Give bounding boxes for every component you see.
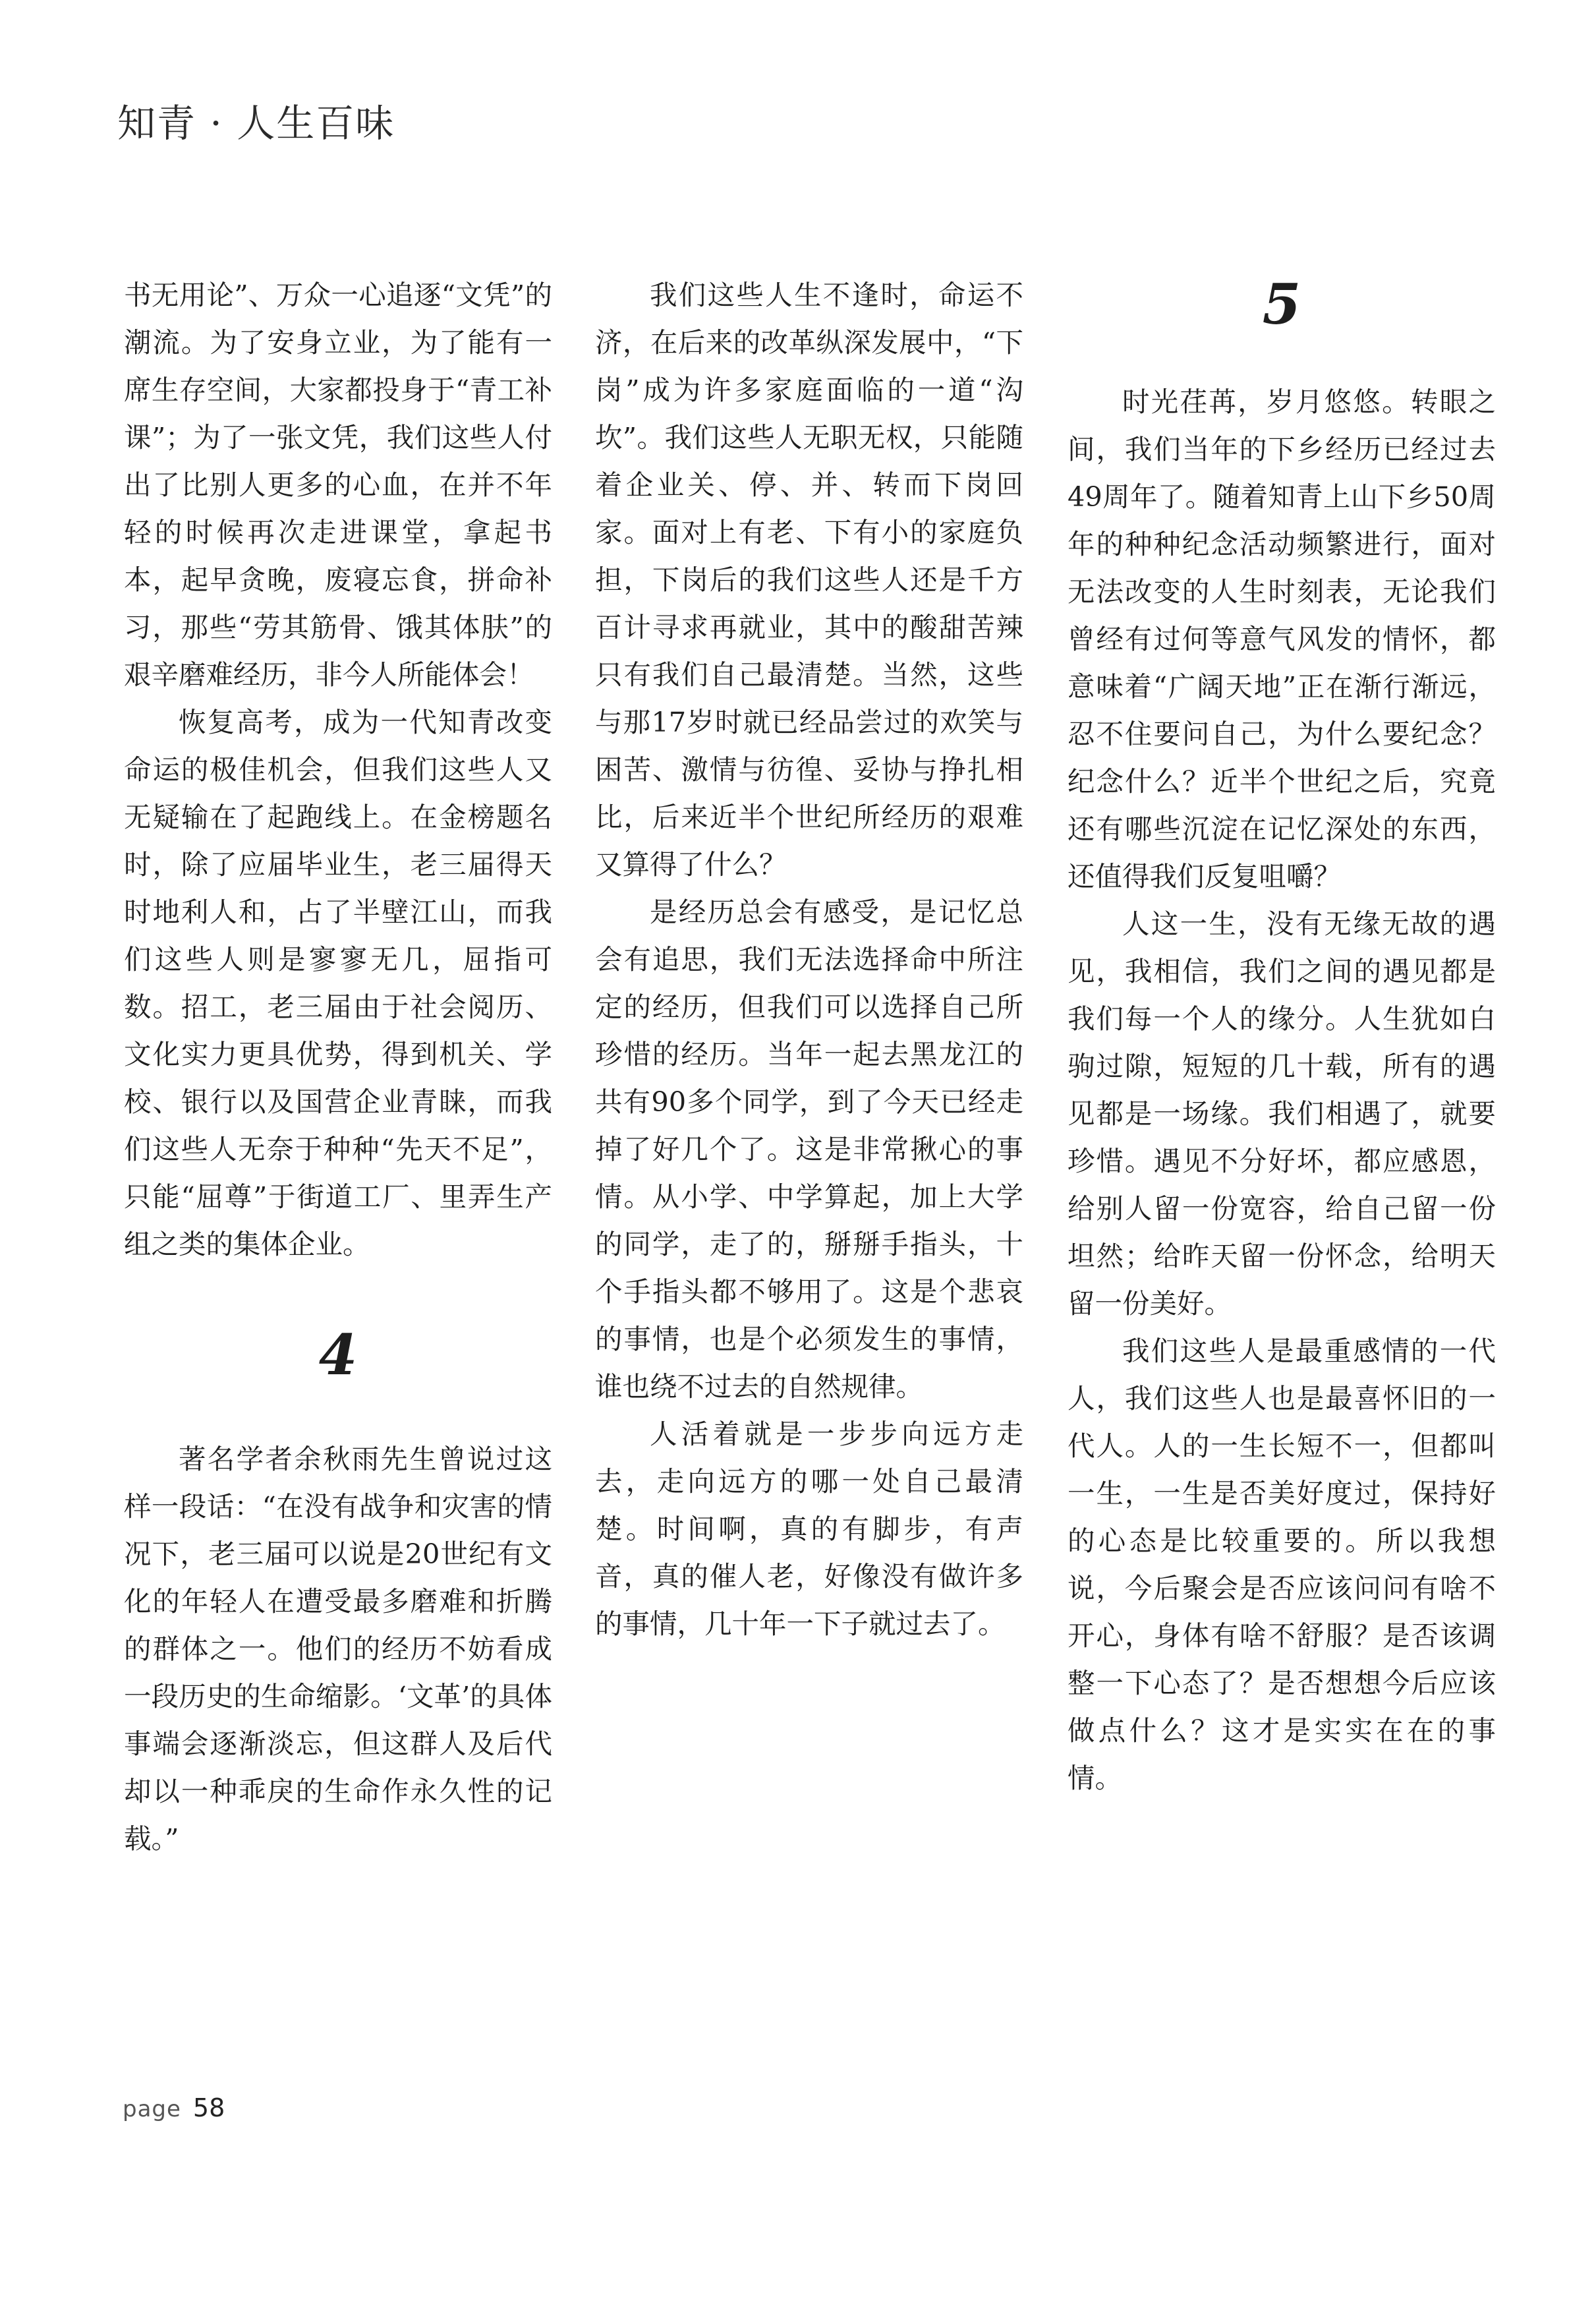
paragraph: 人这一生，没有无缘无故的遇见，我相信，我们之间的遇见都是我们每一个人的缘分。人生犹如白驹过隙，短短的几十载，所有的遇见都是一场缘。我们相遇了，就要珍惜。遇见不分好坏，都应感恩，给别人留一份宽容，给自己留一份坦然；给昨天留一份怀念，给明天留一份美好。 <box>1068 908 1496 1320</box>
paragraph: 时光荏苒，岁月悠悠。转眼之间，我们当年的下乡经历已经过去49周年了。随着知青上山下乡50周年的种种纪念活动频繁进行，面对无法改变的人生时刻表，无论我们曾经有过何等意气风发的情怀，都意味着“广阔天地”正在渐行渐远，忍不住要问自己，为什么要纪念？纪念什么？近半个世纪之后，究竟还有哪些沉淀在记忆深处的东西，还值得我们反复咀嚼？ <box>1068 386 1496 892</box>
column-2 <box>595 272 1023 1648</box>
paragraph: 我们这些人是最重感情的一代人，我们这些人也是最喜怀旧的一代人。人的一生长短不一，但都叫一生，一生是否美好度过，保持好的心态是比较重要的。所以我想说，今后聚会是否应该问问有啥不开心，身体有啥不舒服？是否该调整一下心态了？是否想想今后应该做点什么？这才是实实在在的事情。 <box>1068 1335 1496 1794</box>
paragraph: 人活着就是一步步向远方走去，走向远方的哪一处自己最清楚。时间啊，真的有脚步，有声音，真的催人老，好像没有做许多的事情，几十年一下子就过去了。 <box>595 1418 1023 1640</box>
page-number: 58 <box>192 2093 225 2122</box>
column-3 <box>1068 272 1496 1802</box>
paragraph: 著名学者余秋雨先生曾说过这样一段话：“在没有战争和灾害的情况下，老三届可以说是20世纪有文化的年轻人在遭受最多磨难和折腾的群体之一。他们的经历不妨看成一段历史的生命缩影。‘文革’的具体事端会逐渐淡忘，但这群人及后代却以一种乖戾的生命作永久性的记载。” <box>124 1443 552 1855</box>
paragraph: 是经历总会有感受，是记忆总会有追思，我们无法选择命中所注定的经历，但我们可以选择自己所珍惜的经历。当年一起去黑龙江的共有90多个同学，到了今天已经走掉了好几个了。这是非常揪心的事情。从小学、中学算起，加上大学的同学，走了的，掰掰手指头，十个手指头都不够用了。这是个悲哀的事情，也是个必须发生的事情，谁也绕不过去的自然规律。 <box>595 896 1023 1403</box>
paragraph: 恢复高考，成为一代知青改变命运的极佳机会，但我们这些人又无疑输在了起跑线上。在金榜题名时，除了应届毕业生，老三届得天时地利人和，占了半壁江山，而我们这些人则是寥寥无几，屈指可数。招工，老三届由于社会阅历、文化实力更具优势，得到机关、学校、银行以及国营企业青睐，而我们这些人无奈于种种“先天不足”，只能“屈尊”于街道工厂、里弄生产组之类的集体企业。 <box>124 706 552 1260</box>
section-number: 4 <box>318 1322 358 1387</box>
section-header: 知青 · 人生百味 <box>117 101 395 146</box>
section-number: 5 <box>1262 272 1301 337</box>
page-footer <box>123 2093 225 2122</box>
paragraph: 我们这些人生不逢时，命运不济，在后来的改革纵深发展中，“下岗”成为许多家庭面临的一道“沟坎”。我们这些人无职无权，只能随着企业关、停、并、转而下岗回家。面对上有老、下有小的家庭负担，下岗后的我们这些人还是千方百计寻求再就业，其中的酸甜苦辣只有我们自己最清楚。当然，这些与那17岁时就已经品尝过的欢笑与困苦、激情与彷徨、妥协与挣扎相比，后来近半个世纪所经历的艰难又算得了什么？ <box>595 279 1023 881</box>
page-label: page <box>123 2096 181 2122</box>
column-1 <box>124 272 552 1863</box>
paragraph: 书无用论”、万众一心追逐“文凭”的潮流。为了安身立业，为了能有一席生存空间，大家都投身于“青工补课”；为了一张文凭，我们这些人付出了比别人更多的心血，在并不年轻的时候再次走进课堂，拿起书本，起早贪晚，废寝忘食，拼命补习，那些“劳其筋骨、饿其体肤”的艰辛磨难经历，非今人所能体会！ <box>124 279 552 691</box>
